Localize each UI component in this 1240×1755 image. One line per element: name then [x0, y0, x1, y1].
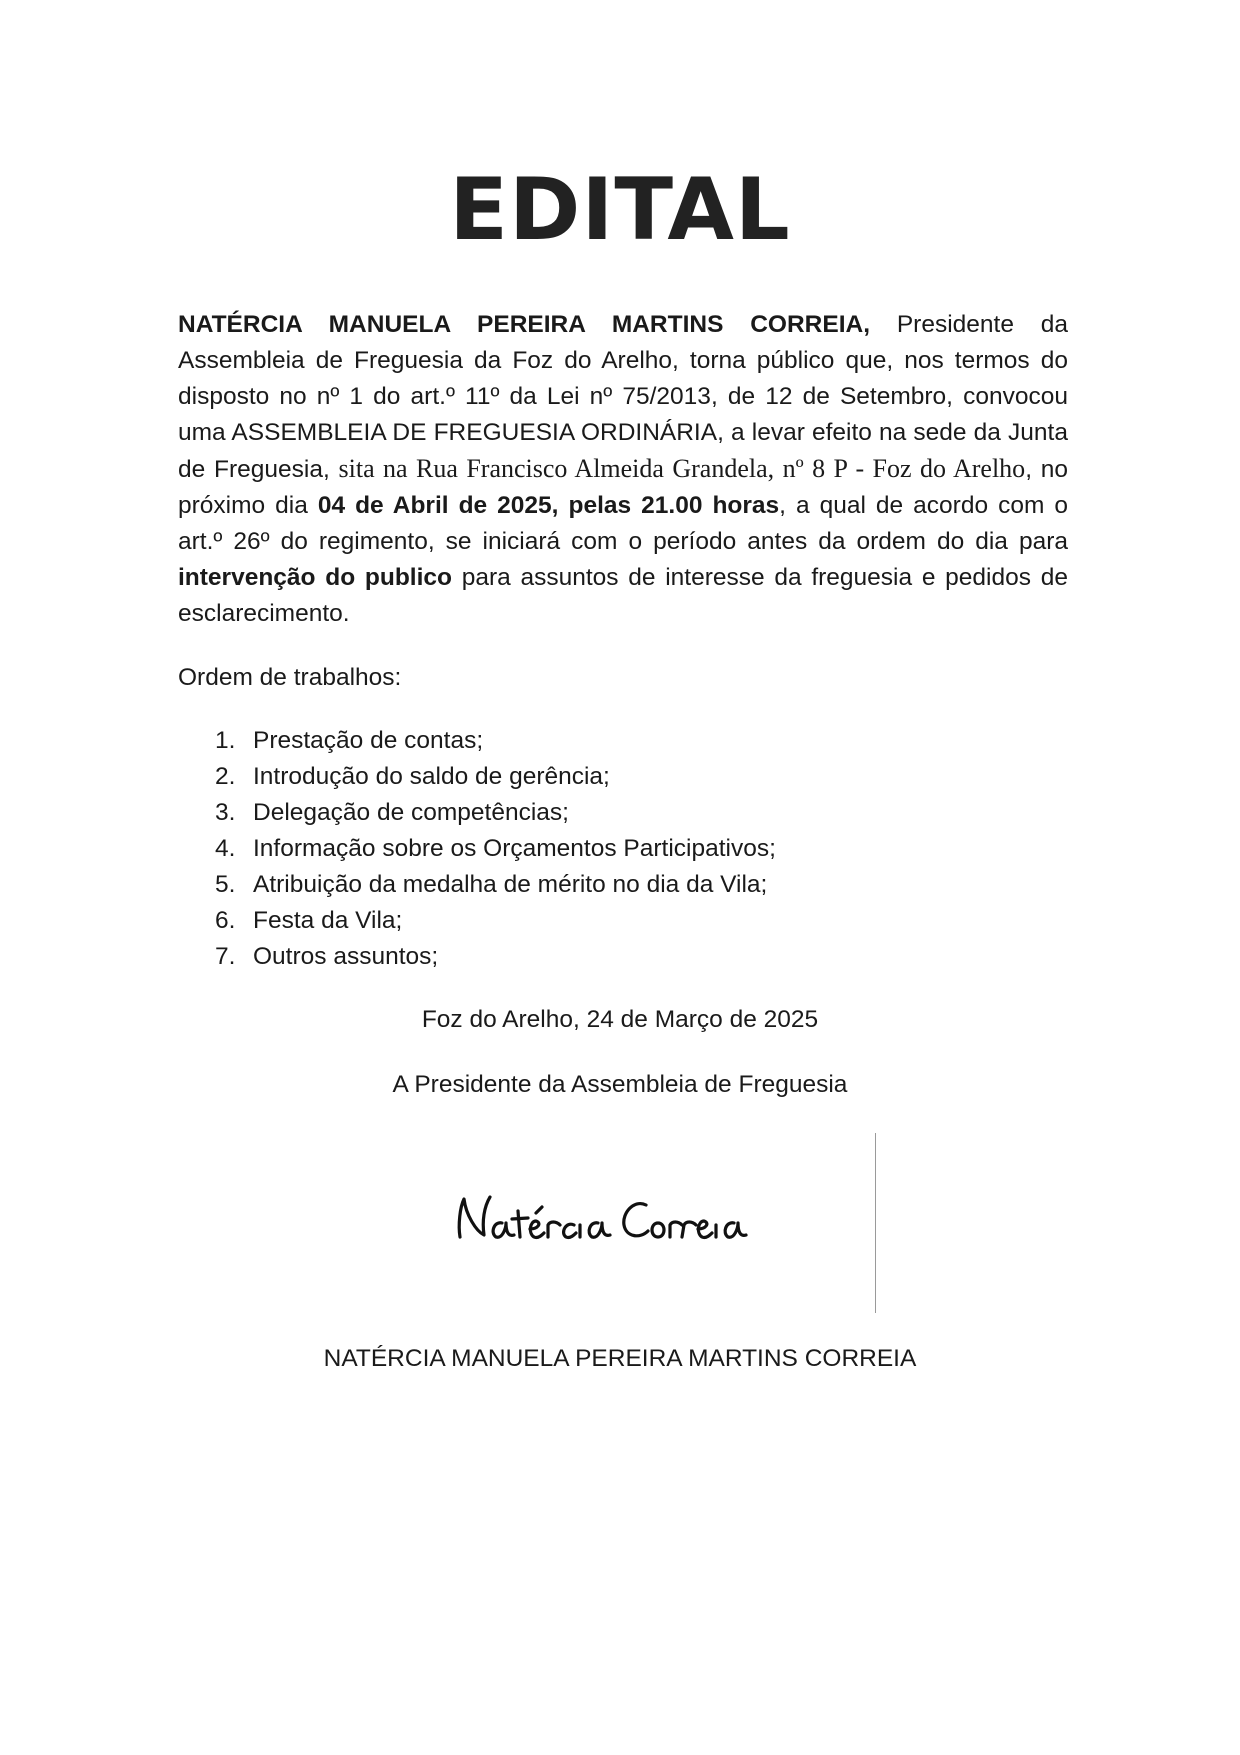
agenda-item-text: Delegação de competências; [253, 799, 569, 826]
agenda-item-text: Introdução do saldo de gerência; [253, 763, 610, 790]
paragraph-text-1: Presidente da Assembleia de Freguesia da Foz do Arelho, torna público que, nos termos do disposto no nº 1 do art.º 11º da Lei nº 75/2013, de 12 de Setembro, convocou uma ASSEMBLEIA DE FREGUESIA ORDINÁRIA, a levar efeito na sede da Junta de Freguesia, [178, 311, 1068, 483]
paragraph-text-3: , a qual de acordo com o art.º 26º do regimento, se iniciará com o período antes da ordem do dia para [178, 492, 1069, 555]
agenda-item [215, 831, 776, 867]
agenda-item-text: Informação sobre os Orçamentos Participativos; [253, 835, 776, 862]
agenda-item-number: 1. [215, 727, 236, 754]
agenda-item [215, 903, 776, 939]
agenda-item [215, 795, 776, 831]
agenda-item [215, 723, 776, 759]
handwritten-signature [450, 1185, 800, 1265]
agenda-item-number: 3. [215, 799, 236, 826]
agenda-item-text: Outros assuntos; [253, 943, 439, 970]
agenda-item-number: 7. [215, 943, 236, 970]
agenda-label: Ordem de trabalhos: [178, 664, 402, 691]
agenda-item-number: 2. [215, 763, 236, 790]
paragraph-text-4: para assuntos de interesse da freguesia e pedidos de esclarecimento. [178, 564, 1068, 627]
signer-role: A Presidente da Assembleia de Freguesia [392, 1071, 848, 1098]
agenda-item [215, 939, 776, 975]
agenda-item-text: Prestação de contas; [253, 727, 484, 754]
agenda-item-number: 6. [215, 907, 236, 934]
agenda-item-text: Atribuição da medalha de mérito no dia da Vila; [253, 871, 768, 898]
public-intervention-highlight: intervenção do publico [178, 564, 452, 591]
meeting-date-time: 04 de Abril de 2025, pelas 21.00 horas [317, 492, 780, 519]
president-name-bold: NATÉRCIA MANUELA PEREIRA MARTINS CORREIA, [178, 311, 871, 338]
convocation-paragraph [178, 307, 1068, 632]
place-and-date: Foz do Arelho, 24 de Março de 2025 [421, 1006, 819, 1033]
agenda-item-number: 4. [215, 835, 236, 862]
agenda-item-text: Festa da Vila; [253, 907, 403, 934]
signature-divider-line [875, 1133, 876, 1313]
agenda-item [215, 867, 776, 903]
paragraph-address: sita na Rua Francisco Almeida Grandela, nº 8 P - Foz do Arelho [338, 454, 1026, 483]
agenda-item [215, 759, 776, 795]
paragraph-text-2: , no próximo dia [178, 456, 1068, 519]
agenda-list [215, 723, 776, 975]
document-title: EDITAL [449, 160, 791, 260]
agenda-item-number: 5. [215, 871, 236, 898]
signer-name: NATÉRCIA MANUELA PEREIRA MARTINS CORREIA [323, 1345, 917, 1372]
